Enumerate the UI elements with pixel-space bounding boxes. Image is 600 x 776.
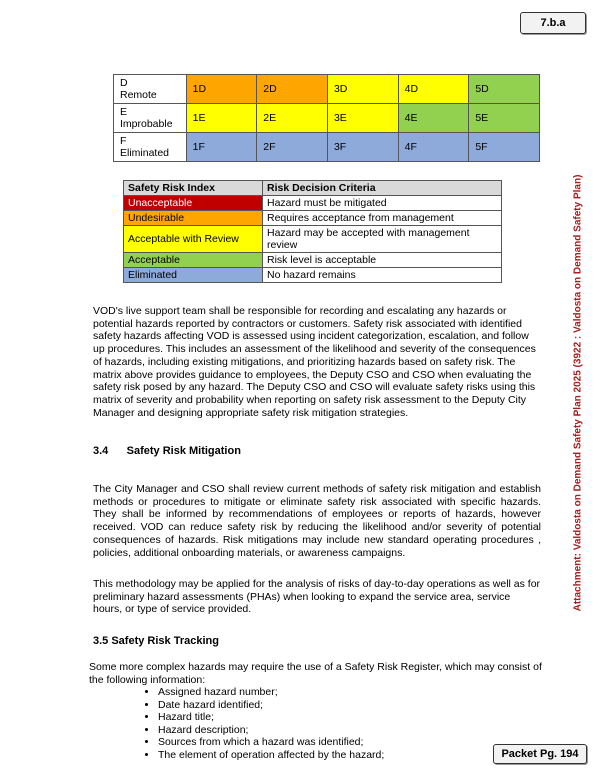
hazard-info-list: [140, 686, 384, 762]
paragraph-risk-register: Some more complex hazards may require the use of a Safety Risk Register, which may consist of the following information:: [89, 661, 542, 686]
hazard-info-item: • Date hazard identified;: [158, 699, 384, 712]
matrix-cell: 2E: [257, 104, 328, 133]
paragraph-methodology: This methodology may be applied for the analysis of risks of day-to-day operations as well as for preliminary hazard assessments (PHAs) when looking to expand the service area, service hours, or type of service provided.: [93, 578, 541, 616]
risk-index-cell: Undesirable: [124, 211, 263, 226]
risk-index-row: [124, 226, 502, 253]
risk-index-row: [124, 268, 502, 283]
risk-index-row: [124, 211, 502, 226]
risk-index-row: [124, 196, 502, 211]
matrix-cell: 1E: [186, 104, 257, 133]
hazard-info-item: • The element of operation affected by the hazard;: [158, 749, 384, 762]
risk-criteria-cell: Hazard may be accepted with management review: [263, 226, 502, 253]
risk-criteria-header: Risk Decision Criteria: [263, 181, 502, 196]
risk-index-cell: Eliminated: [124, 268, 263, 283]
section-heading-3-5: 3.5 Safety Risk Tracking: [93, 635, 219, 647]
risk-matrix-table: [113, 74, 540, 162]
risk-index-cell: Acceptable: [124, 253, 263, 268]
matrix-cell: 3D: [327, 75, 398, 104]
hazard-info-item: • Hazard title;: [158, 711, 384, 724]
packet-page-badge: Packet Pg. 194: [493, 744, 587, 764]
matrix-cell: 2D: [257, 75, 328, 104]
matrix-cell: 5D: [469, 75, 540, 104]
risk-index-header: Safety Risk Index: [124, 181, 263, 196]
risk-criteria-cell: Risk level is acceptable: [263, 253, 502, 268]
packet-item-badge: 7.b.a: [520, 12, 586, 34]
paragraph-live-support: VOD's live support team shall be responsible for recording and escalating any hazards or potential hazards reported by contractors or customers. Safety risk associated with identified safety hazards affecting VOD is assessed using incident categorization, escalation, and follow up procedures. This includes an assessment of the likelihood and severity of the consequences of hazards, including existing mitigations, and prioritizing hazards based on safety risk. The matrix above provides guidance to employees, the Deputy CSO and CSO when evaluating the safety risk posed by any hazard. The Deputy CSO and CSO will evaluate safety risks using this matrix of severity and probability when reporting on safety risk assessment to the Deputy City Manager and designing appropriate safety risk mitigation strategies.: [93, 305, 536, 419]
risk-criteria-cell: Hazard must be mitigated: [263, 196, 502, 211]
matrix-row-label: D Remote: [114, 75, 187, 104]
hazard-info-item: • Hazard description;: [158, 724, 384, 737]
matrix-cell: 4E: [398, 104, 469, 133]
matrix-cell: 1D: [186, 75, 257, 104]
risk-index-header-row: [124, 181, 502, 196]
matrix-row-label: E Improbable: [114, 104, 187, 133]
section-heading-3-4: 3.4 Safety Risk Mitigation: [93, 445, 241, 457]
risk-index-cell: Unacceptable: [124, 196, 263, 211]
risk-criteria-cell: No hazard remains: [263, 268, 502, 283]
matrix-cell: 2F: [257, 133, 328, 162]
matrix-cell: 3E: [327, 104, 398, 133]
risk-index-cell: Acceptable with Review: [124, 226, 263, 253]
matrix-row: [114, 104, 540, 133]
matrix-row-label: F Eliminated: [114, 133, 187, 162]
matrix-cell: 5E: [469, 104, 540, 133]
matrix-cell: 3F: [327, 133, 398, 162]
hazard-info-item: • Sources from which a hazard was identified;: [158, 736, 384, 749]
risk-index-row: [124, 253, 502, 268]
hazard-info-item: • Assigned hazard number;: [158, 686, 384, 699]
matrix-cell: 4F: [398, 133, 469, 162]
attachment-sidebar-text: Attachment: Valdosta on Demand Safety Plan 2025 (3922 : Valdosta on Demand Safety Plan): [572, 174, 584, 612]
matrix-cell: 4D: [398, 75, 469, 104]
risk-criteria-cell: Requires acceptance from management: [263, 211, 502, 226]
risk-index-table: [123, 180, 502, 283]
paragraph-mitigation: The City Manager and CSO shall review current methods of safety risk mitigation and establish methods or procedures to mitigate or eliminate safety risk associated with specific hazards. They shall be informed by recommendations of employees or reports of hazards, however received. VOD can reduce safety risk by reducing the likelihood and/or severity of potential consequences of hazards. Risk mitigations may include new standard operating procedures , policies, additional onboarding materials, or awareness campaigns.: [93, 483, 541, 559]
matrix-cell: 1F: [186, 133, 257, 162]
attachment-sidebar: [568, 174, 588, 612]
matrix-row: [114, 75, 540, 104]
matrix-cell: 5F: [469, 133, 540, 162]
matrix-row: [114, 133, 540, 162]
